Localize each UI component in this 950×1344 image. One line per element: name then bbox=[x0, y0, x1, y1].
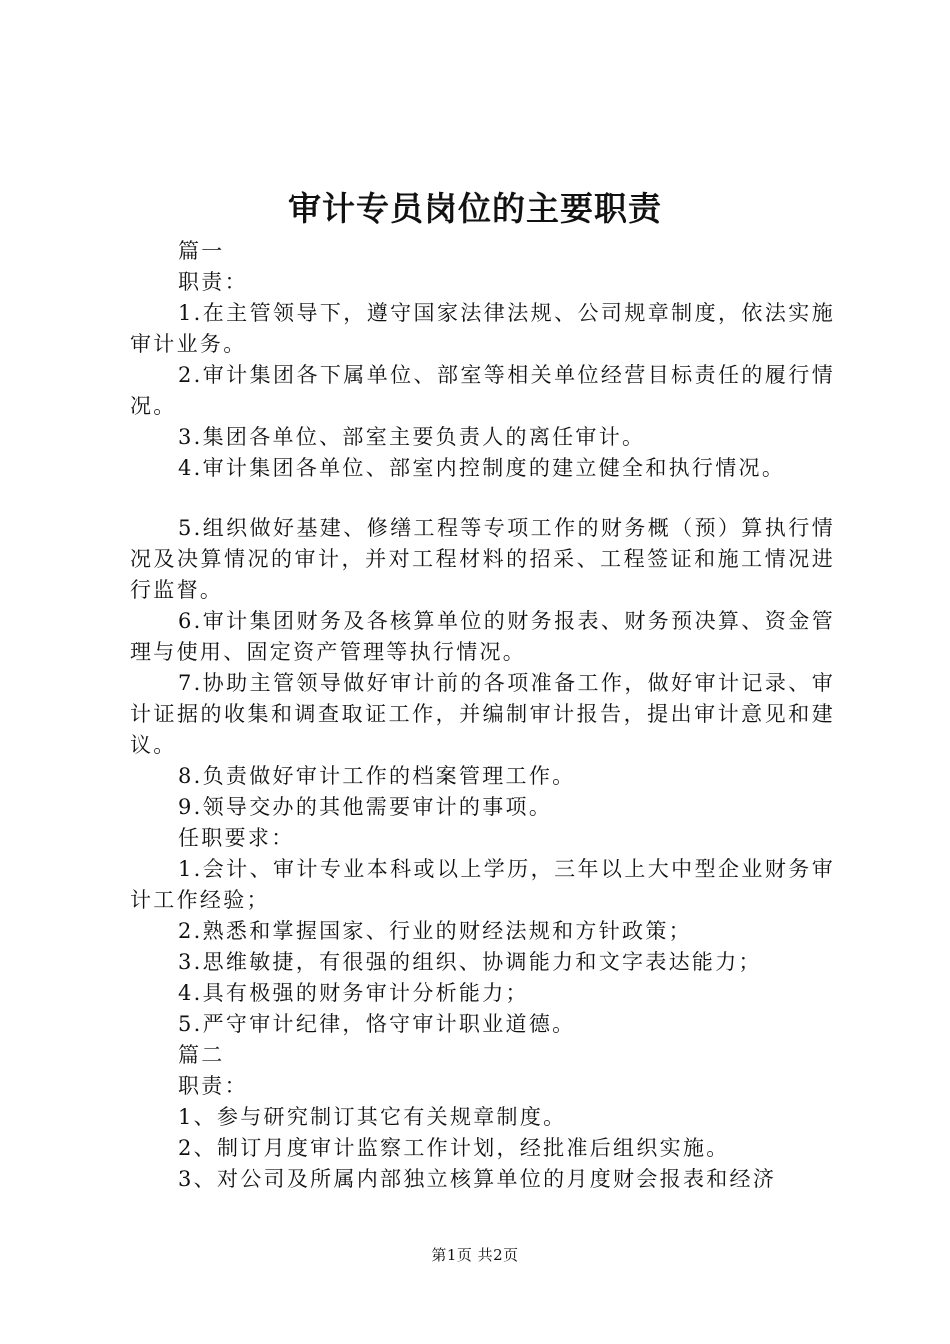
paragraph: 8.负责做好审计工作的档案管理工作。 bbox=[178, 764, 576, 788]
paragraph: 2.熟悉和掌握国家、行业的财经法规和方针政策； bbox=[178, 919, 692, 943]
document-body bbox=[130, 236, 835, 1195]
paragraph: 7.协助主管领导做好审计前的各项准备工作，做好审计记录、审计证据的收集和调查取证工作，并编制审计报告，提出审计意见和建议。 bbox=[130, 671, 835, 757]
paragraph: 2.审计集团各下属单位、部室等相关单位经营目标责任的履行情况。 bbox=[130, 363, 835, 418]
paragraph: 1.在主管领导下，遵守国家法律法规、公司规章制度，依法实施审计业务。 bbox=[130, 301, 835, 356]
page-footer: 第1页 共2页 bbox=[431, 1246, 519, 1264]
paragraph: 2、制订月度审计监察工作计划，经批准后组织实施。 bbox=[178, 1136, 730, 1160]
paragraph: 3.集团各单位、部室主要负责人的离任审计。 bbox=[178, 425, 646, 449]
subheading: 职责： bbox=[178, 1074, 248, 1098]
subheading: 任职要求： bbox=[178, 826, 295, 850]
section-heading: 篇二 bbox=[178, 1043, 225, 1067]
document-title: 审计专员岗位的主要职责 bbox=[288, 189, 662, 228]
paragraph: 3.思维敏捷，有很强的组织、协调能力和文字表达能力； bbox=[178, 950, 762, 974]
subheading: 职责： bbox=[178, 270, 248, 294]
paragraph: 9.领导交办的其他需要审计的事项。 bbox=[178, 795, 553, 819]
paragraph: 5.组织做好基建、修缮工程等专项工作的财务概（预）算执行情况及决算情况的审计，并对工程材料的招采、工程签证和施工情况进行监督。 bbox=[130, 516, 835, 602]
paragraph: 3、对公司及所属内部独立核算单位的月度财会报表和经济 bbox=[178, 1167, 777, 1191]
section-heading: 篇一 bbox=[178, 239, 225, 263]
paragraph: 5.严守审计纪律，恪守审计职业道德。 bbox=[178, 1012, 576, 1036]
paragraph: 4.审计集团各单位、部室内控制度的建立健全和执行情况。 bbox=[178, 456, 786, 480]
paragraph: 6.审计集团财务及各核算单位的财务报表、财务预决算、资金管理与使用、固定资产管理等执行情况。 bbox=[130, 609, 835, 664]
paragraph: 1.会计、审计专业本科或以上学历，三年以上大中型企业财务审计工作经验； bbox=[130, 857, 835, 912]
paragraph: 1、参与研究制订其它有关规章制度。 bbox=[178, 1105, 567, 1129]
paragraph: 4.具有极强的财务审计分析能力； bbox=[178, 981, 529, 1005]
